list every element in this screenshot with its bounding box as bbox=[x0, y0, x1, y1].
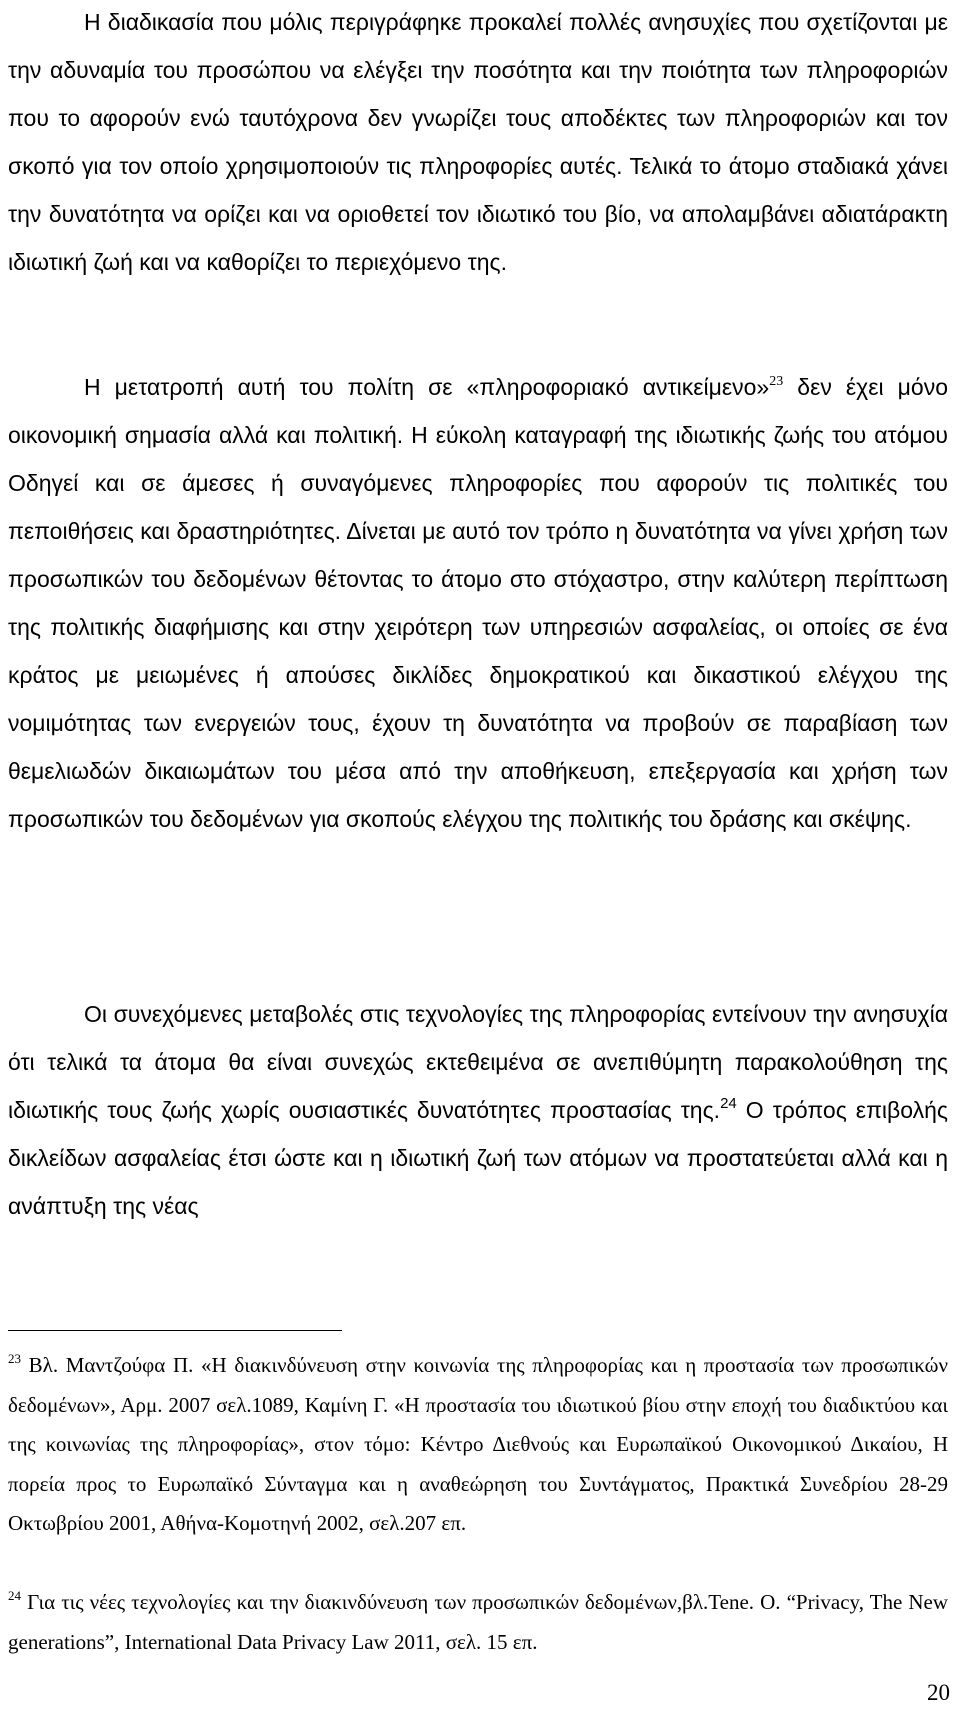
footnote-separator bbox=[8, 1330, 342, 1331]
footnote-number: 23 bbox=[8, 1351, 21, 1366]
footnote-24 bbox=[8, 1583, 948, 1662]
footnote-text: Για τις νέες τεχνολογίες και την διακινδύνευση των προσωπικών δεδομένων,βλ.Tene. O. “Privacy, The New generations”, International Data Privacy Law 2011, σελ. 15 επ. bbox=[8, 1590, 948, 1654]
footnote-reference-23[interactable]: 23 bbox=[769, 374, 784, 389]
footnote-text: Βλ. Μαντζούφα Π. «Η διακινδύνευση στην κοινωνία της πληροφορίας και η προστασία των προσωπικών δεδομένων», Αρμ. 2007 σελ.1089, Καμίνη Γ. «Η προστασία του ιδιωτικού βίου στην εποχή του διαδικτύου και της κοινωνίας της πληροφορίας», στον τόμο: Κέντρο Διεθνούς και Ευρωπαϊκού Οικονομικού Δικαίου, Η πορεία προς το Ευρωπαϊκό Σύνταγμα και η αναθεώρηση του Συντάγματος, Πρακτικά Συνεδρίου 28-29 Οκτωβρίου 2001, Αθήνα-Κομοτηνή 2002, σελ.207 επ. bbox=[8, 1353, 948, 1535]
footnote-number: 24 bbox=[8, 1588, 21, 1603]
paragraph-text-continued: Ο τρόπος επιβολής δικλείδων ασφαλείας έτσι ώστε και η ιδιωτική ζωή των ατόμων να προστατεύεται αλλά και η ανάπτυξη της νέας bbox=[8, 1097, 949, 1219]
paragraph-text-continued: δεν έχει μόνο οικονομική σημασία αλλά και πολιτική. Η εύκολη καταγραφή της ιδιωτικής ζωής του ατόμου Οδηγεί και σε άμεσες ή συναγόμενες πληροφορίες που αφορούν τις πολιτικές του πεποιθήσεις και δραστηριότητες. Δίνεται με αυτό τον τρόπο η δυνατότητα να γίνει χρήση των προσωπικών του δεδομένων θέτοντας το άτομο στο στόχαστρο, στην καλύτερη περίπτωση της πολιτικής διαφήμισης και στην χειρότερη των υπηρεσιών ασφαλείας, οι οποίες σε ένα κράτος με μειωμένες ή απούσες δικλίδες δημοκρατικού και δικαστικού ελέγχου της νομιμότητας των ενεργειών τους, έχουν τη δυνατότητα να προβούν σε παραβίαση των θεμελιωδών δικαιωμάτων του μέσα από την αποθήκευση, επεξεργασία και χρήση των προσωπικών του δεδομένων για σκοπούς ελέγχου της πολιτικής του δράσης και σκέψης. bbox=[8, 374, 948, 832]
body-paragraph-2 bbox=[8, 363, 948, 843]
body-paragraph-3 bbox=[8, 990, 948, 1230]
footnote-reference-24[interactable]: 24 bbox=[720, 1095, 737, 1112]
page-number: 20 bbox=[927, 1680, 950, 1705]
paragraph-text: Η διαδικασία που μόλις περιγράφηκε προκαλεί πολλές ανησυχίες που σχετίζονται με την αδυναμία του προσώπου να ελέγξει την ποσότητα και την ποιότητα των πληροφοριών που το αφορούν ενώ ταυτόχρονα δεν γνωρίζει τους αποδέκτες των πληροφοριών και τον σκοπό για τον οποίο χρησιμοποιούν τις πληροφορίες αυτές. Τελικά το άτομο σταδιακά χάνει την δυνατότητα να ορίζει και να οριοθετεί τον ιδιωτικό του βίο, να απολαμβάνει αδιατάρακτη ιδιωτική ζωή και να καθορίζει το περιεχόμενο της. bbox=[8, 9, 948, 275]
paragraph-text: Η μετατροπή αυτή του πολίτη σε «πληροφοριακό αντικείμενο» bbox=[84, 374, 770, 400]
body-paragraph-1 bbox=[8, 0, 948, 286]
footnote-23 bbox=[8, 1346, 948, 1544]
paragraph-text: Οι συνεχόμενες μεταβολές στις τεχνολογίες της πληροφορίας εντείνουν την ανησυχία ότι τελικά τα άτομα θα είναι συνεχώς εκτεθειμένα σε ανεπιθύμητη παρακολούθηση της ιδιωτικής τους ζωής χωρίς ουσιαστικές δυνατότητες προστασίας της. bbox=[8, 1001, 948, 1123]
